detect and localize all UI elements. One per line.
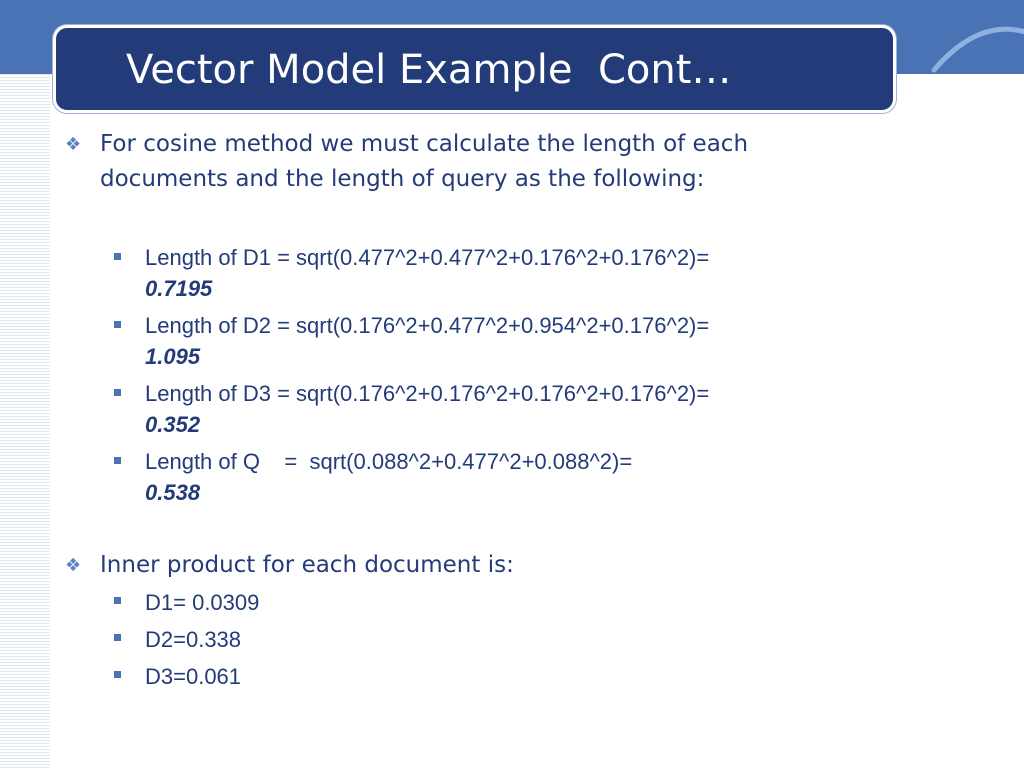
square-bullet-icon (114, 634, 121, 641)
square-bullet-icon (114, 457, 121, 464)
length-d1-value (145, 272, 212, 305)
square-bullet-icon (114, 671, 121, 678)
length-d2-expression: Length of D2 = sqrt(0.176^2+0.477^2+0.954^2+0.176^2)= (145, 313, 710, 338)
diamond-bullet-icon: ❖ (65, 134, 82, 155)
length-q-expression: Length of Q = sqrt(0.088^2+0.477^2+0.088^2)= (145, 449, 633, 474)
inner-product-d3: D3=0.061 (145, 664, 242, 689)
length-d2-value (145, 340, 200, 373)
square-bullet-icon (114, 597, 121, 604)
square-bullet-icon (114, 321, 121, 328)
length-q-value (145, 476, 200, 509)
length-d1-expression: Length of D1 = sqrt(0.477^2+0.477^2+0.176^2+0.176^2)= (145, 245, 710, 270)
length-d3-expression: Length of D3 = sqrt(0.176^2+0.176^2+0.176^2+0.176^2)= (145, 381, 710, 406)
square-bullet-icon (114, 389, 121, 396)
intro-line-1: For cosine method we must calculate the length of each (100, 131, 749, 157)
diamond-bullet-icon: ❖ (65, 555, 82, 576)
length-d3-value (145, 408, 200, 441)
inner-product-d1: D1= 0.0309 (145, 590, 260, 615)
length-q-value-text: 0.538 (145, 480, 201, 505)
square-bullet-icon (114, 253, 121, 260)
intro-line-2: documents and the length of query as the following: (100, 166, 705, 192)
length-d2-value-text: 1.095 (145, 344, 201, 369)
slide-title: Vector Model Example Cont… (126, 47, 732, 93)
length-d3-value-text: 0.352 (145, 412, 201, 437)
inner-product-heading: Inner product for each document is: (100, 552, 514, 578)
length-d1-value-text: 0.7195 (145, 276, 213, 301)
inner-product-d2: D2=0.338 (145, 627, 242, 652)
